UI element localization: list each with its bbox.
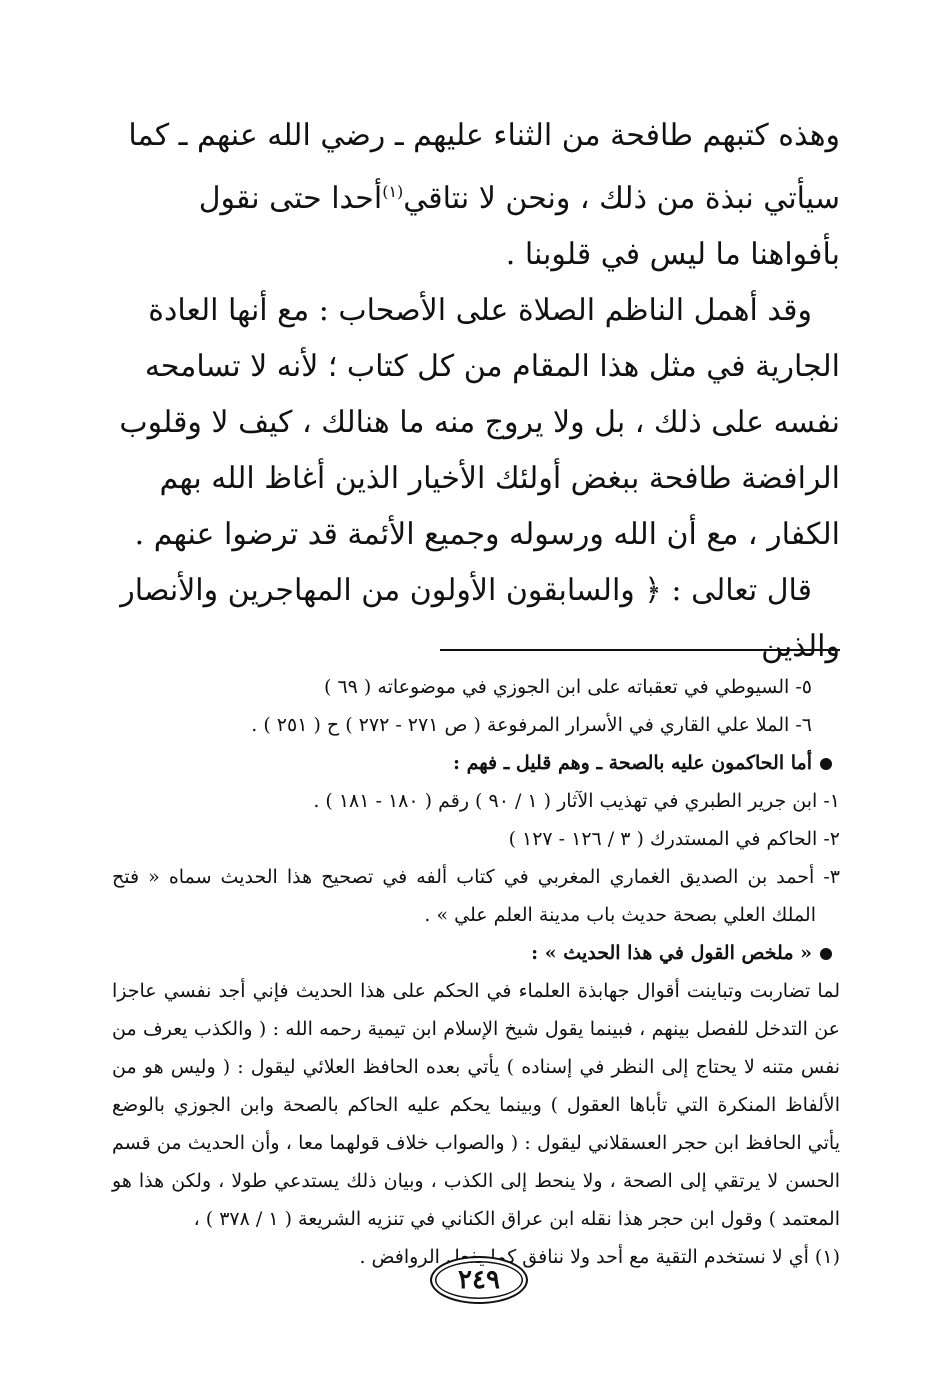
footnote-1: (١) أي لا نستخدم التقية مع أحد ولا ننافق كما يفعل الروافض . xyxy=(359,1246,840,1268)
page-body xyxy=(112,108,840,1268)
paragraph-1-text: وهذه كتبهم طافحة من الثناء عليهم ـ رضي الله عنهم ـ كما سيأتي نبذة من ذلك ، ونحن لا نتاقي xyxy=(128,118,840,216)
paragraph-3: قال تعالى : ﴿ والسابقون الأولون من المهاجرين والأنصار والذين xyxy=(120,573,840,664)
heading-summary xyxy=(112,934,840,972)
heading-summary-text: « ملخص القول في هذا الحديث » : xyxy=(531,942,812,964)
paragraph-1-end: أحدا حتى نقول بأفواهنا ما ليس في قلوبنا . xyxy=(198,181,840,272)
footnote-ref-1: (١) xyxy=(382,182,404,201)
main-text xyxy=(112,108,840,675)
note-a1: ١- ابن جرير الطبري في تهذيب الآثار ( ١ / ٩٠ ) رقم ( ١٨٠ - ١٨١ ) . xyxy=(313,790,840,812)
footnotes xyxy=(112,668,840,1276)
footnote-divider xyxy=(440,649,840,651)
note-5: ٥- السيوطي في تعقباته على ابن الجوزي في موضوعاته ( ٦٩ ) xyxy=(324,676,812,698)
note-a3: ٣- أحمد بن الصديق الغماري المغربي في كتاب ألفه في تصحيح هذا الحديث سماه « فتح الملك العلي بصحة حديث باب مدينة العلم علي » . xyxy=(112,866,840,926)
page-number: ٢٤٩ xyxy=(430,1256,528,1304)
heading-sahih-text: أما الحاكمون عليه بالصحة ـ وهم قليل ـ فهم : xyxy=(452,752,812,774)
note-a2: ٢- الحاكم في المستدرك ( ٣ / ١٢٦ - ١٢٧ ) xyxy=(508,828,840,850)
bullet-icon xyxy=(820,758,832,770)
paragraph-1 xyxy=(112,108,840,283)
paragraph-2: وقد أهمل الناظم الصلاة على الأصحاب : مع أنها العادة الجارية في مثل هذا المقام من كل كتاب ؛ لأنه لا تسامحه نفسه على ذلك ، بل ولا يروج منه ما هنالك ، كيف لا وقلوب الرافضة طافحة ببغض أولئك الأخيار الذين أغاظ الله بهم الكفار ، مع أن الله ورسوله وجميع الأئمة قد ترضوا عنهم . xyxy=(119,293,840,552)
summary-text: لما تضاربت وتباينت أقوال جهابذة العلماء في الحكم على هذا الحديث فإني أجد نفسي عاجزا عن التدخل للفصل بينهم ، فبينما يقول شيخ الإسلام ابن تيمية رحمه الله : ( والكذب يعرف من نفس متنه لا يحتاج إلى النظر في إسناده ) يأتي بعده الحافظ العلائي ليقول : ( وليس هو من الألفاظ المنكرة التي تأباها العقول ) وبينما يحكم عليه الحاكم بالصحة وابن الجوزي بالوضع يأتي الحافظ ابن حجر العسقلاني ليقول : ( والصواب خلاف قولهما معا ، وأن الحديث من قسم الحسن لا يرتقي إلى الصحة ، ولا ينحط إلى الكذب ، وبيان ذلك يستدعي طولا ، ولكن هذا هو المعتمد ) وقول ابن حجر هذا نقله ابن عراق الكناني في تنزيه الشريعة ( ١ / ٣٧٨ ) ، xyxy=(112,980,840,1230)
heading-sahih xyxy=(112,744,840,782)
note-6: ٦- الملا علي القاري في الأسرار المرفوعة ( ص ٢٧١ - ٢٧٢ ) ح ( ٢٥١ ) . xyxy=(251,714,812,736)
bullet-icon xyxy=(820,948,832,960)
